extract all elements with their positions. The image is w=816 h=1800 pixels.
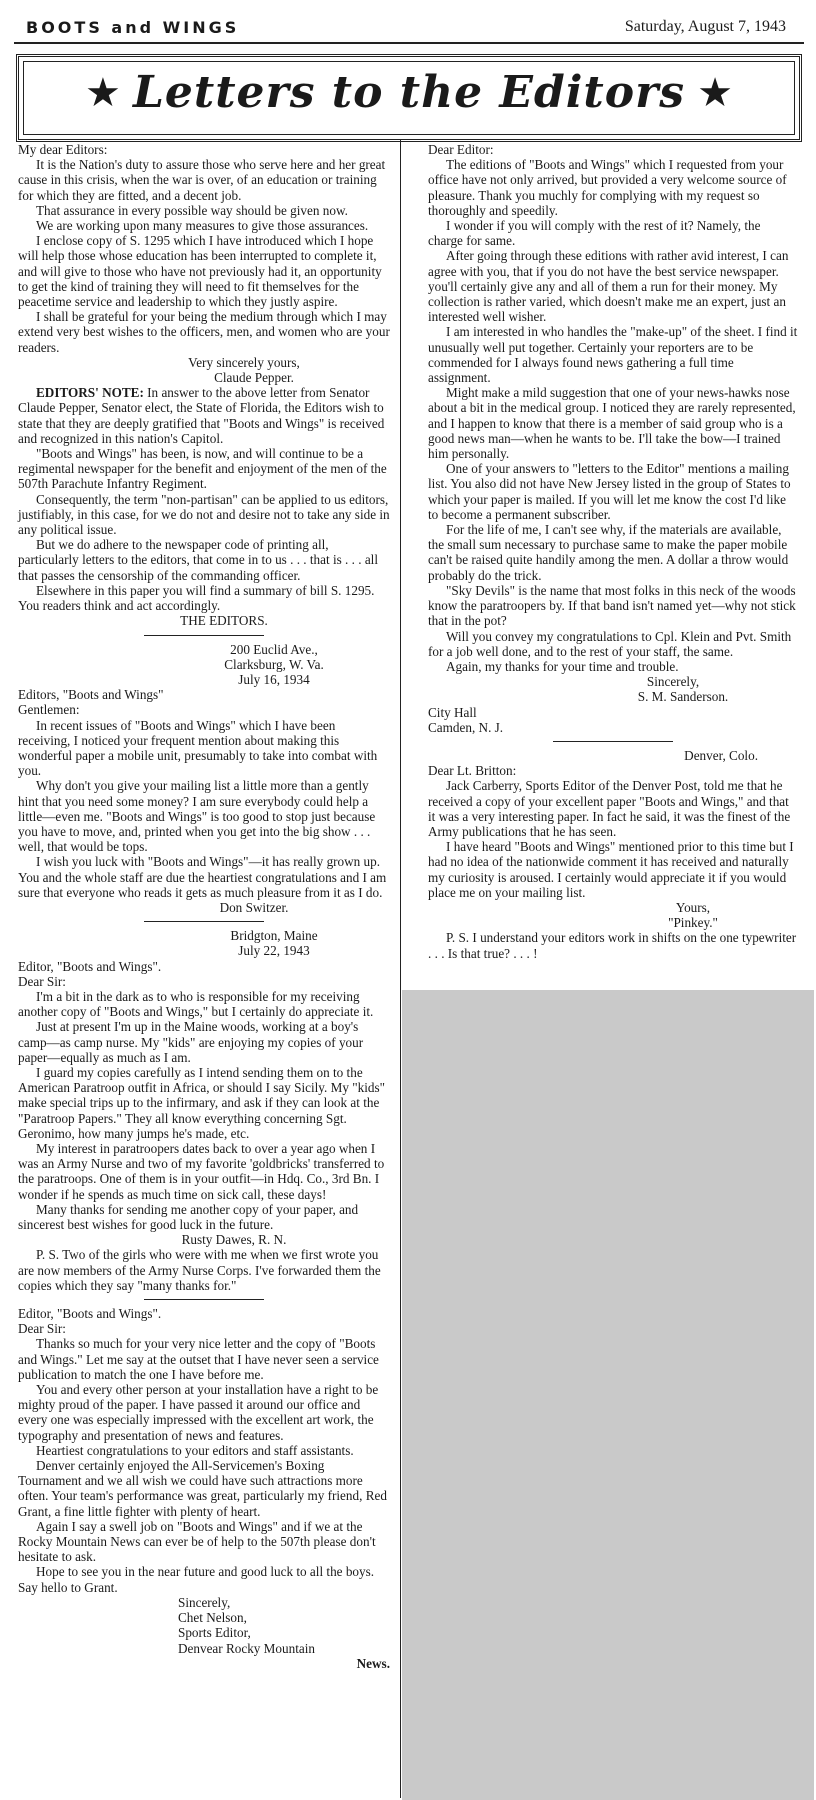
separator xyxy=(553,741,673,742)
masthead-rule xyxy=(14,42,804,44)
blank-gray-area xyxy=(402,990,814,1800)
paragraph: I wish you luck with "Boots and Wings"—it has really grown up. You and the whole staff are due the heartiest congratulations and I am sure that everyone who reads it gets as much pleasure from it as I do. xyxy=(18,854,387,900)
paragraph: Many thanks for sending me another copy of your paper, and sincerest best wishes for good luck in the future. xyxy=(18,1201,359,1233)
postscript: P. S. Two of the girls who were with me when we first wrote you are now members of the Army Nurse Corps. I've forwarded them the copies which they say "many thanks for." xyxy=(18,1247,381,1293)
paragraph: I'm a bit in the dark as to who is responsible for my receiving another copy of "Boots and Wings," but I certainly do appreciate it. xyxy=(18,988,374,1020)
address: 200 Euclid Ave., xyxy=(230,641,318,657)
paragraph: Elsewhere in this paper you will find a summary of bill S. 1295. You readers think and act accordingly. xyxy=(18,582,375,614)
paragraph: It is the Nation's duty to assure those who serve here and her great cause in this crisis, when the war is over, of an education or training for which they are fitted, and a decent job. xyxy=(18,157,386,203)
paragraph: You and every other person at your installation have a right to be mighty proud of the paper. I have passed it around our office and every one was especially impressed with the excellent art work, the typography and presentation of news and features. xyxy=(18,1382,379,1443)
separator xyxy=(144,635,264,636)
closing: Yours, xyxy=(675,899,711,915)
signature: "Pinkey." xyxy=(668,915,718,931)
paragraph: "Boots and Wings" has been, is now, and will continue to be a regimental newspaper for the benefit and enjoyment of the men of the 507th Parachute Infantry Regiment. xyxy=(18,446,387,492)
signature: Don Switzer. xyxy=(219,899,289,915)
salutation: Dear Sir: xyxy=(18,1321,66,1337)
paragraph: That assurance in every possible way should be given now. xyxy=(36,202,348,218)
right-column xyxy=(428,142,798,961)
signature: Claude Pepper. xyxy=(214,370,294,386)
paragraph: Will you convey my congratulations to Cpl. Klein and Pvt. Smith for a job well done, and to the rest of your staff, the same. xyxy=(428,628,792,659)
letter-date: July 22, 1943 xyxy=(238,943,310,959)
paragraph: I wonder if you will comply with the rest of it? Namely, the charge for same. xyxy=(428,218,761,249)
letter-nelson xyxy=(18,1306,390,1671)
paragraph: Heartiest congratulations to your editors and staff assistants. xyxy=(36,1442,354,1458)
signature-org: News. xyxy=(356,1655,390,1671)
separator xyxy=(144,921,264,922)
paragraph: Again, my thanks for your time and trouble. xyxy=(446,658,679,674)
masthead xyxy=(14,18,804,40)
paragraph: Hope to see you in the near future and good luck to all the boys. Say hello to Grant. xyxy=(18,1564,375,1595)
paragraph: I enclose copy of S. 1295 which I have introduced which I hope will help those whose education has been interrupted to complete it, and will give to those who have not previously had it, an opportunity to get the kind of training they will need to fit themselves for the peacetime service and leadership to which they justly aspire. xyxy=(18,233,382,310)
paragraph: In answer to the above letter from Senator Claude Pepper, Senator elect, the State of Florida, the Editors wish to state that they are deeply gratified that "Boots and Wings" is received and recognized in this nation's Capitol. xyxy=(18,385,385,446)
note-label: EDITORS' NOTE: xyxy=(36,385,144,401)
letter-pinkey xyxy=(428,748,798,961)
paragraph: Consequently, the term "non-partisan" can be applied to us editors, justifiably, in this case, for we do not and desire not to take any side in any political issue. xyxy=(18,491,390,538)
salutation: Gentlemen: xyxy=(18,702,80,718)
section-title: Letters to the Editors xyxy=(132,67,686,118)
address: Clarksburg, W. Va. xyxy=(224,656,324,672)
star-icon-right: ★ xyxy=(697,70,733,116)
star-icon-left: ★ xyxy=(85,70,121,116)
letter-sanderson xyxy=(428,142,798,742)
left-column xyxy=(18,142,390,1671)
paragraph: For the life of me, I can't see why, if the materials are available, the small sum necessary to purchase same to make the paper mobile can't be raised quite handily among the men. A dollar a throw would probably do the trick. xyxy=(428,522,789,583)
closing: Sincerely, xyxy=(178,1594,231,1610)
paragraph: My interest in paratroopers dates back to over a year ago when I was an Army Nurse and two of my favorite 'goldbricks' transferred to the paratroops. One of them is in your outfit—in Hdq. Co., 3rd Bn. I wonder if he spends as much time on sick call, these days! xyxy=(18,1141,385,1202)
separator xyxy=(144,1299,264,1300)
closing: Sincerely, xyxy=(646,674,700,690)
letter-dawes xyxy=(18,928,390,1300)
section-banner xyxy=(16,54,802,142)
signature: Rusty Dawes, R. N. xyxy=(181,1232,287,1248)
letter-pepper xyxy=(18,142,390,385)
paragraph: Again I say a swell job on "Boots and Wings" and if we at the Rocky Mountain News can ever be of help to the 507th please don't hesitate to ask. xyxy=(18,1518,376,1565)
paragraph: In recent issues of "Boots and Wings" which I have been receiving, I noticed your frequent mention about making this wonderful paper a mobile unit, presumably to take into combat with you. xyxy=(18,717,378,779)
salutation: Dear Lt. Britton: xyxy=(428,763,517,779)
column-divider xyxy=(400,140,401,1798)
address: City Hall xyxy=(428,704,477,720)
paragraph: "Sky Devils" is the name that most folks in this neck of the woods know the paratroopers by. If that band isn't named yet—why not stick that in the pot? xyxy=(428,582,796,629)
addressee: Editor, "Boots and Wings". xyxy=(18,958,162,974)
letter-date: July 16, 1934 xyxy=(238,671,310,687)
signature: Chet Nelson, xyxy=(178,1610,247,1626)
paragraph: I shall be grateful for your being the medium through which I may extend very best wishes to the officers, men, and women who are your readers. xyxy=(18,309,390,355)
paragraph: I have heard "Boots and Wings" mentioned prior to this time but I had no idea of the nationwide comment it has received and naturally my curiosity is aroused. I certainly would appreciate it if you would place me on your mailing list. xyxy=(428,839,794,900)
paragraph: The editions of "Boots and Wings" which I requested from your office have not only arrived, but provided a very welcome source of pleasure. Thank you muchly for complying with my request so thoroughly and speedily. xyxy=(428,157,787,218)
addressee: Editors, "Boots and Wings" xyxy=(18,687,164,703)
paragraph: Denver certainly enjoyed the All-Servicemen's Boxing Tournament and we all wish we could have such attractions more often. Your team's performance was great, particularly my friend, Red Grant, a fine little fighter with plenty of heart. xyxy=(18,1458,387,1519)
addressee: Editor, "Boots and Wings". xyxy=(18,1306,162,1322)
closing: Very sincerely yours, xyxy=(188,354,300,370)
signature-org: Denvear Rocky Mountain xyxy=(178,1640,315,1656)
paragraph: Thanks so much for your very nice letter and the copy of "Boots and Wings." Let me say at the outset that I have never seen a service publication to match the one I have before me. xyxy=(18,1336,379,1382)
paragraph: But we do adhere to the newspaper code of printing all, particularly letters to the editors, that come in to us . . . that is . . . all that passes the censorship of the commanding officer. xyxy=(18,537,379,583)
paragraph: One of your answers to "letters to the Editor" mentions a mailing list. You also did not have New Jersey listed in the group of States to which your paper is mailed. If you will let me know the cost I'd like to become a permanent subscriber. xyxy=(428,461,791,522)
signature: S. M. Sanderson. xyxy=(637,689,729,705)
address: Camden, N. J. xyxy=(428,719,504,735)
editors-note xyxy=(18,385,390,635)
address: Bridgton, Maine xyxy=(230,928,318,944)
salutation: Dear Sir: xyxy=(18,973,66,989)
letter-place: Denver, Colo. xyxy=(684,747,758,763)
paragraph: Might make a mild suggestion that one of your news-hawks nose about a bit in the medical group. I noticed they are rarely represented, and I happen to know that there is a member of said group who is a good news man—when he wants to be. I'll take the bow—I trained him personally. xyxy=(428,385,796,462)
signature: THE EDITORS. xyxy=(180,613,268,629)
paragraph: Jack Carberry, Sports Editor of the Denver Post, told me that he received a copy of your excellent paper "Boots and Wings," and that it was a very interesting paper. In fact he said, it was the finest of the Army publications that he has seen. xyxy=(428,778,791,839)
paragraph: Why don't you give your mailing list a little more than a gently hint that you need some money? I am sure everybody could help a little—even me. "Boots and Wings" is too good to stop just because you have to move, and, printed when you get into the big show . . . well, that would be tops. xyxy=(18,778,376,855)
letter-switzer xyxy=(18,642,390,923)
signature-title: Sports Editor, xyxy=(178,1625,251,1641)
salutation: My dear Editors: xyxy=(18,142,108,157)
paragraph: After going through these editions with rather avid interest, I can agree with you, that if you do not have the best service newspaper. you'll certainly give any and all of them a run for their money. My collection is rather varied, which doesn't make me an expert, just an interested well wisher. xyxy=(428,248,789,325)
paragraph: We are working upon many measures to give those assurances. xyxy=(36,218,369,234)
paragraph: Just at present I'm up in the Maine woods, working at a boy's camp—as camp nurse. My "kids" are enjoying my copies of your paper—equally as much as I am. xyxy=(18,1019,364,1065)
postscript: P. S. I understand your editors work in shifts on the one typewriter . . . Is that true? . . . ! xyxy=(428,930,797,961)
paragraph: I guard my copies carefully as I intend sending them on to the American Paratroop outfit in Africa, or should I say Sicily. My "kids" make special trips up to the infirmary, and ask if they can look at the "Paratroop Papers." They all know everything concerning Sgt. Geronimo, how many jumps he's made, etc. xyxy=(18,1064,386,1141)
salutation: Dear Editor: xyxy=(428,142,494,157)
paper-name: BOOTS and WINGS xyxy=(26,18,240,37)
issue-date: Saturday, August 7, 1943 xyxy=(624,18,786,35)
paragraph: I am interested in who handles the "make-up" of the sheet. I find it unusually well put together. Certainly your reporters are to be commended for I always found news gathering a full time assignment. xyxy=(428,324,798,386)
